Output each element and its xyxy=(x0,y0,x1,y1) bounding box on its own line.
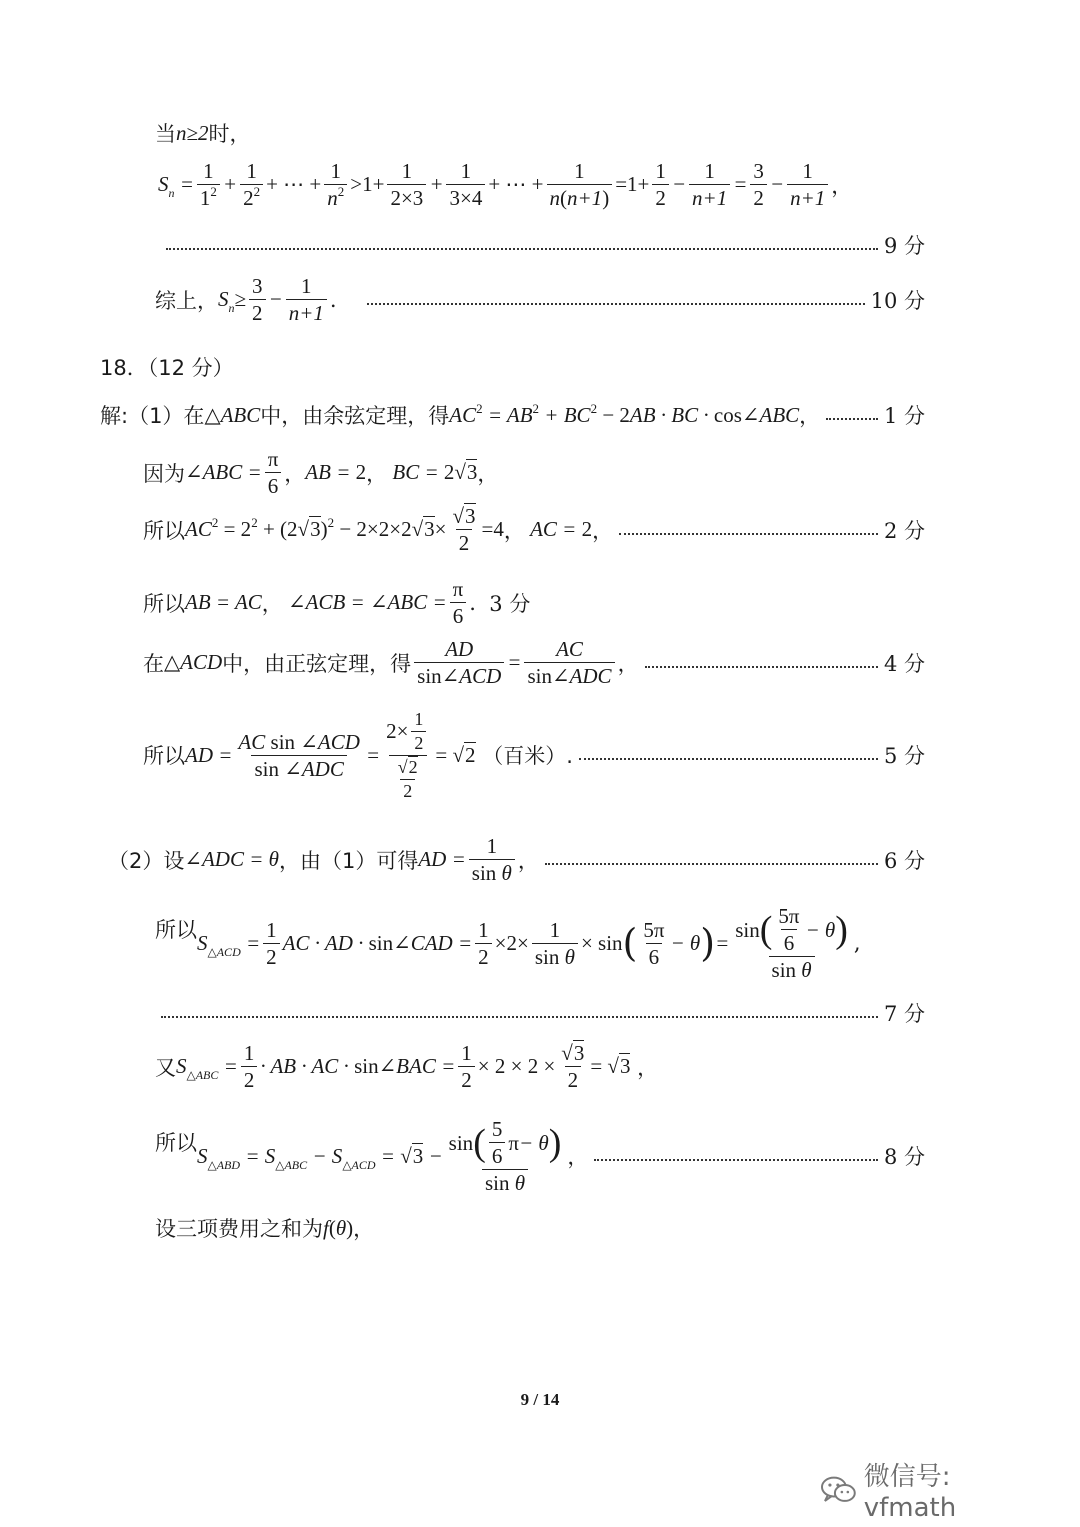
text: 所以 xyxy=(143,744,185,769)
text: ，由（1）可得 xyxy=(278,848,419,873)
q18-cost-line: 设三项费用之和为 f(θ) ， xyxy=(155,1213,374,1243)
score: 3 分 xyxy=(489,591,531,616)
text: 所以 xyxy=(143,518,185,543)
text: 所以 xyxy=(155,1131,197,1156)
leader-dots xyxy=(579,758,878,760)
score-line-9 xyxy=(160,230,925,260)
page-number: 9 / 14 xyxy=(520,1390,560,1409)
score: 6 分 xyxy=(883,848,925,873)
score: 4 分 xyxy=(883,651,925,676)
text: 又 xyxy=(155,1055,176,1080)
score: 7 分 xyxy=(883,1002,925,1026)
q18-area-abc-line: 又 $S_{\triangle ABC}$ = $\frac{1}{2}$ · AB · AC · sin∠BAC = $\frac{1}{2}$ × 2 × 2 × $\frac{√3}{2}$ = √3 ， xyxy=(155,1041,659,1093)
q18-ad-result-line: 所以 AD = AC sin ∠ACD sin ∠ADC = 2× 1 2 $\frac{√2}{2}$ = √2 （百米）. 5 分 xyxy=(143,709,925,801)
text: 因为 xyxy=(143,461,185,486)
q18-area-acd-line: 所以 $S_{\triangle ACD}$ = $\frac{1}{2}$ AC · AD · sin∠CAD = $\frac{1}{2}$ ×2× $\frac{1}{\text{sin θ}}$ × sin ( 5π 6 − θ ) = sin ( 5π 6 − θ ) sin θ , xyxy=(155,904,861,983)
score: 8 分 xyxy=(883,1145,925,1170)
score: 10 分 xyxy=(870,288,925,313)
q18-cosine-law-line: 解:（1）在 △ABC 中，由余弦定理，得 $AC^2 = AB^2 + BC^2 - 2AB$ · BC · cos∠ABC ， 1 分 xyxy=(100,400,925,428)
score: 5 分 xyxy=(883,744,925,769)
text: 所以 xyxy=(143,591,185,616)
q18-given-line: 因为 ∠ABC = $\frac{\pi}{6}$ ， AB = 2 ， BC = 2√3 ， xyxy=(143,447,499,499)
text: （百米）. xyxy=(482,744,573,769)
score: 2 分 xyxy=(883,518,925,543)
text: （2）设 xyxy=(108,848,185,873)
score: 1 分 xyxy=(883,404,925,428)
watermark-text: 微信号: vfmath xyxy=(863,1462,957,1523)
text: 中，由正弦定理，得 xyxy=(222,651,412,676)
conclusion-line: 综上， $S_n\ge$ $\frac{3}{2}$ − $\frac{1}{n+1}$ . 10 分 xyxy=(155,274,925,326)
text: 综上， xyxy=(155,288,218,313)
q18-angle-line: 所以 AB = AC ， ∠ACB = ∠ABC = $\frac{\pi}{6}$ . 3 分 xyxy=(143,577,531,629)
math: n≥2 xyxy=(176,120,209,145)
leader-dots xyxy=(166,248,878,250)
line-n-geq-2 xyxy=(155,118,251,148)
leader-dots xyxy=(645,666,878,668)
watermark xyxy=(820,1456,1050,1523)
q18-area-abd-line: 所以 $S_{\triangle ABD} = S_{\triangle ABC} - S_{\triangle ACD} = √3$ − sin ( 5 6 π − θ ) sin θ ， 8 分 xyxy=(155,1117,925,1196)
score-line-7 xyxy=(155,998,925,1028)
leader-dots xyxy=(826,418,878,420)
text: 18．（12 分） xyxy=(100,356,234,380)
leader-dots xyxy=(619,533,878,535)
leader-dots xyxy=(161,1016,878,1018)
leader-dots xyxy=(594,1159,878,1161)
text: 解:（1）在 xyxy=(100,404,205,428)
q18-sine-law-line: 在 △ACD 中，由正弦定理，得 AD sin∠ACD = AC sin∠ADC ， 4 分 xyxy=(143,637,925,689)
score: 9 分 xyxy=(883,234,925,258)
text: 所以 xyxy=(155,918,197,943)
wechat-icon xyxy=(820,1475,858,1505)
text: 设三项费用之和为 xyxy=(155,1217,323,1241)
text: 在 xyxy=(143,651,164,676)
text: ， xyxy=(831,173,853,198)
sn-inequality-line: $S_n$ = 1 $1^2$ + 1 $2^2$ + ⋯ + $\frac{1}{n^2}$ >1+ $\frac{1}{2\times 3}$ + 1 3×4 + ⋯ + $\frac{1}{n(n+1)}$ =1+ $\frac{1}{2}$ − 1 n+1 = 3 2 − 1 n+1 ， xyxy=(158,159,853,211)
question-18-title xyxy=(100,352,234,382)
text: ， xyxy=(353,1217,375,1241)
q18-ac-calc-line: 所以 $AC^2 = 2^2 + (2√3)^2 - 2\times 2\times 2√3\times$ $\frac{√3}{2}$ =4 ， AC = 2 ， 2 分 xyxy=(143,504,925,556)
q18-part2-line: （2）设 ∠ADC = θ ，由（1）可得 AD = $\frac{1}{\text{sin θ}}$ ， 6 分 xyxy=(108,834,925,886)
text: 中，由余弦定理，得 xyxy=(260,404,450,428)
leader-dots xyxy=(545,863,878,865)
text: 当 xyxy=(155,122,176,146)
leader-dots xyxy=(367,303,865,305)
text: 时， xyxy=(208,122,251,146)
